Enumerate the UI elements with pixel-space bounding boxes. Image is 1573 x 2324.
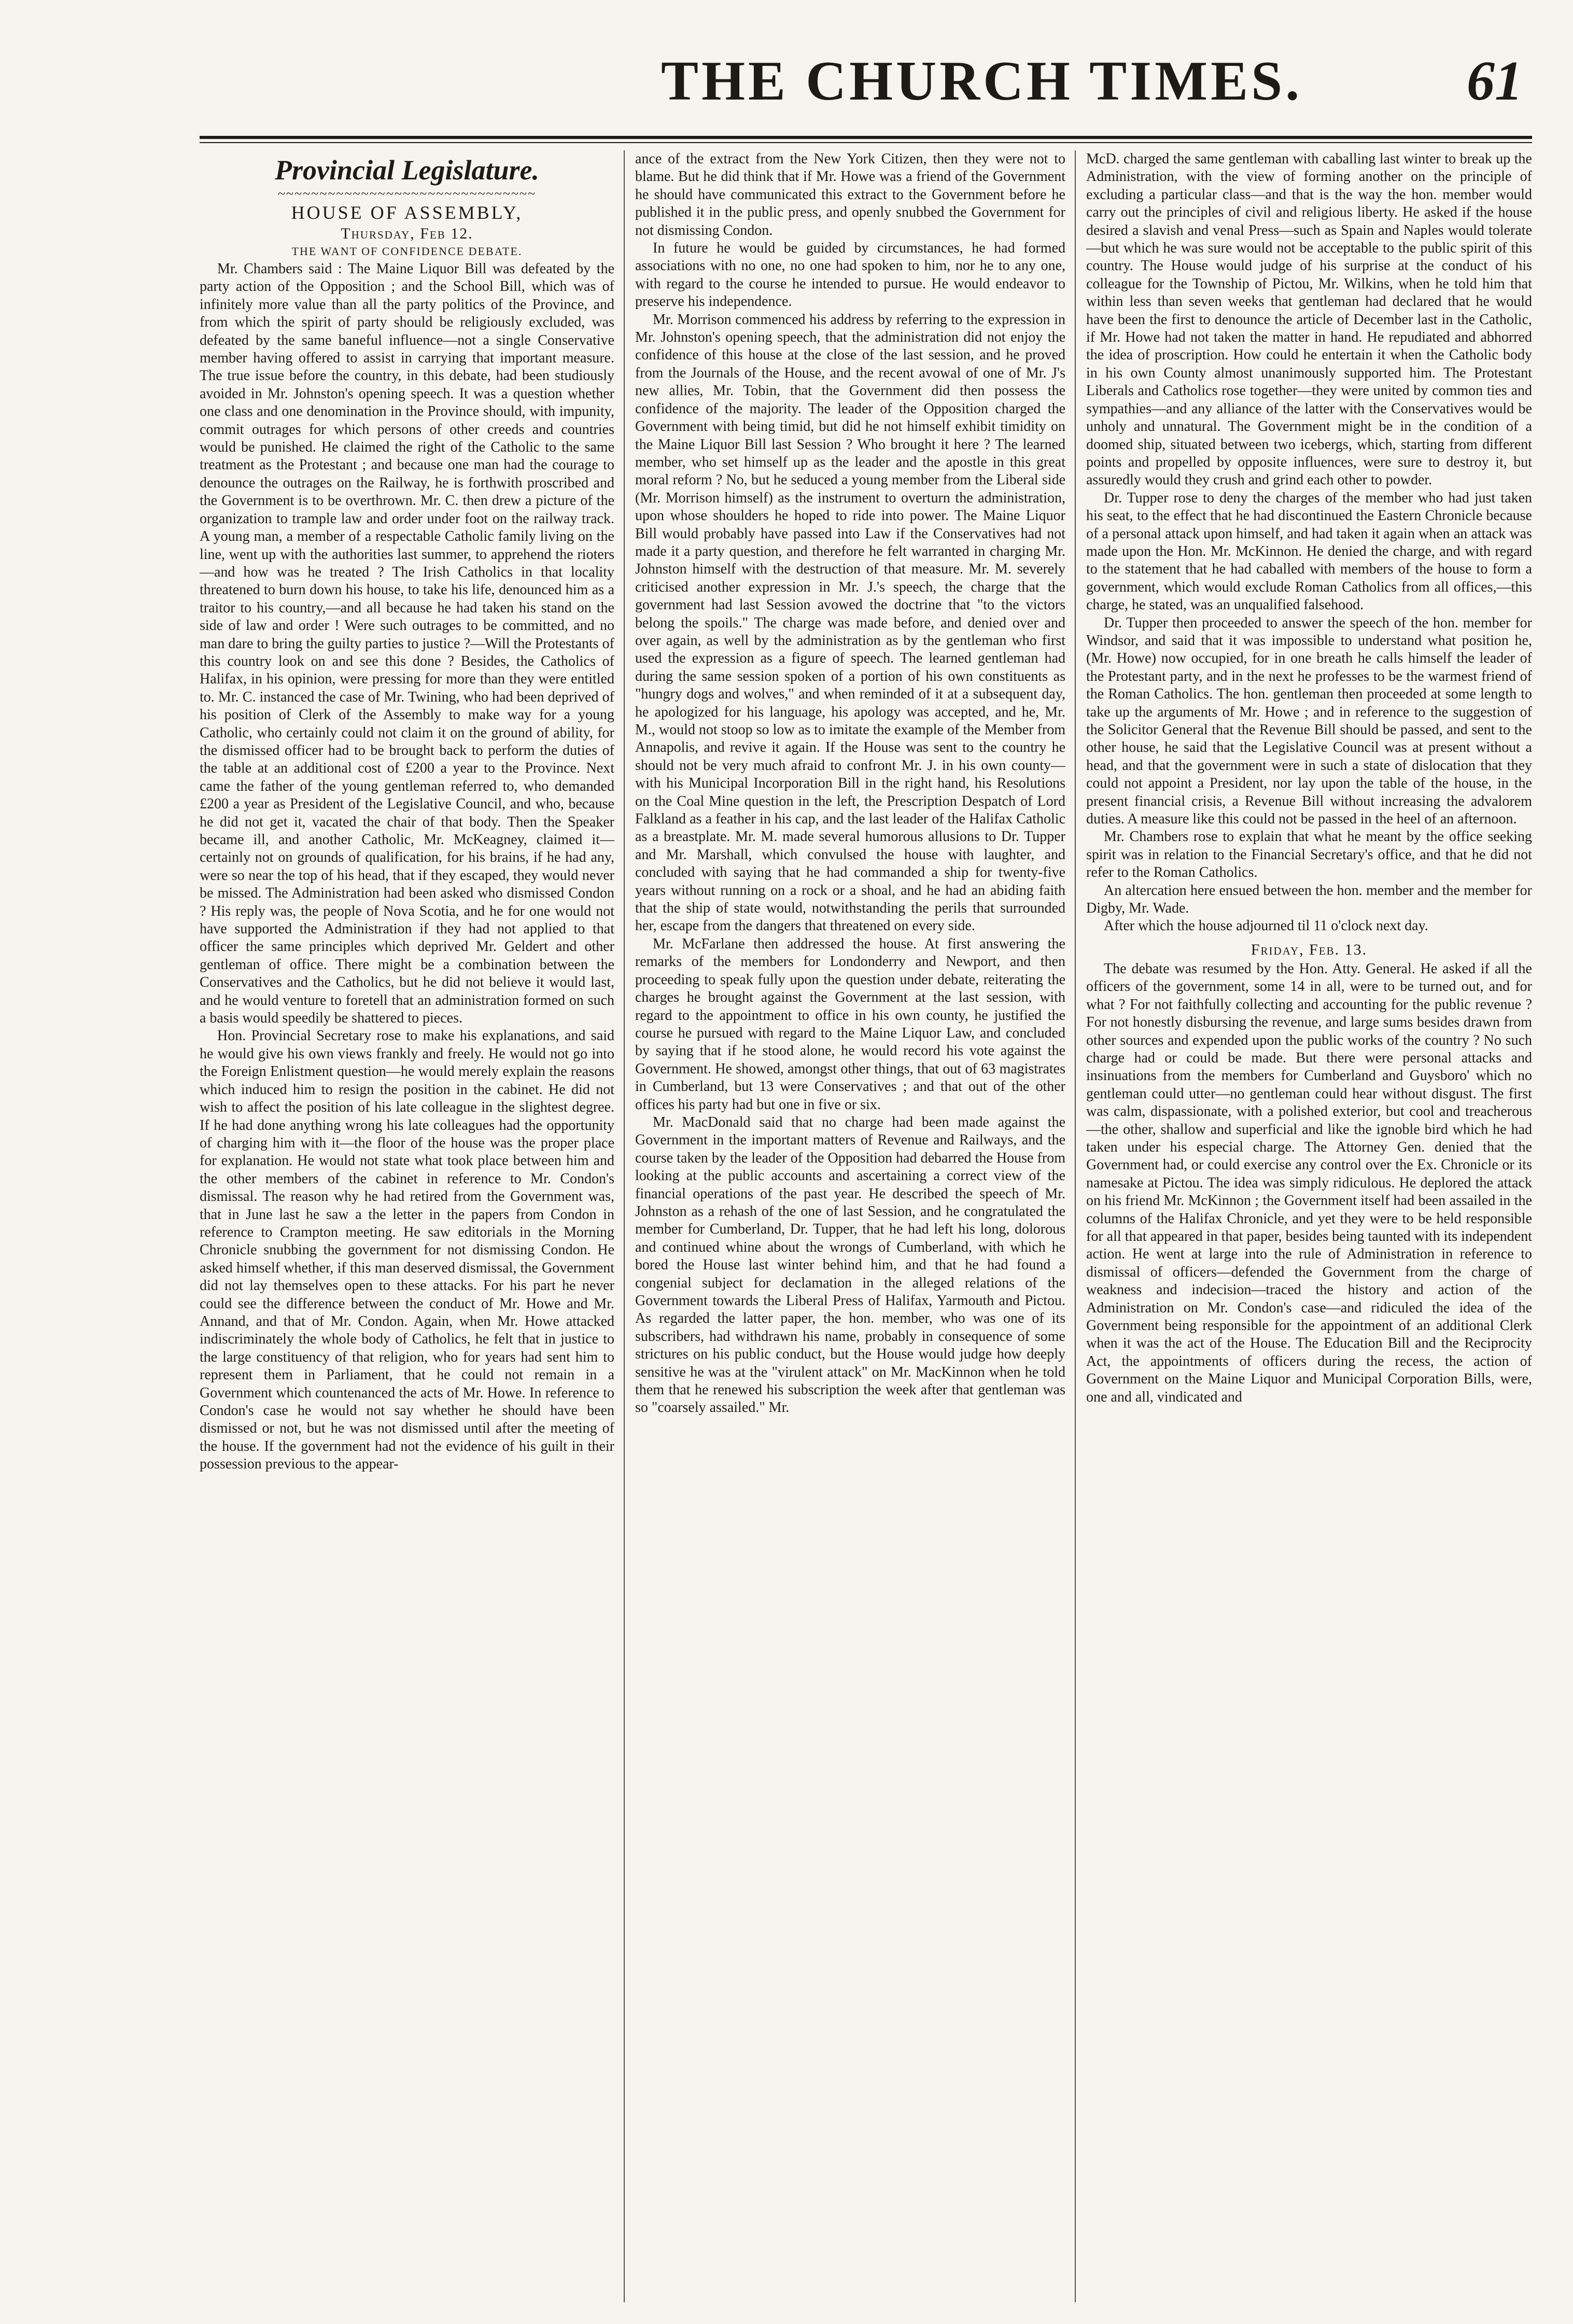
column-divider-2 — [1075, 150, 1076, 2302]
column-2 — [635, 150, 1065, 2302]
section-heading: Provincial Legislature. — [275, 155, 539, 186]
date-heading: Thursday, Feb 12. — [341, 225, 473, 242]
paragraph: Mr. McFarlane then addressed the house. At first answering the remarks of the members for Londonderry and Newport, and then proceeding to speak fully upon the question under debate, reiterating the charges he brought against the Government at the last session, with regard to the appointment to office in his own county, he justified the course he pursued with regard to the Maine Liquor Law, and concluded by saying that if he stood alone, he would record his vote against the Government. He showed, amongst other things, that out of 63 magistrates in Cumberland, but 13 were Conservatives ; and that out of the other offices his party had but one in five or six. — [635, 935, 1065, 1113]
house-heading: HOUSE OF ASSEMBLY, — [291, 202, 523, 223]
column-divider-1 — [624, 150, 625, 2302]
paragraph: The debate was resumed by the Hon. Atty. General. He asked if all the officers of the government, some 14 in all, were to be turned out, and for what ? For not faithfully collecting and accounting for the public revenue ? For not honestly disbursing the revenue, and large sums besides drawn from other sources and expended upon the public works of the country ? No such charge had or could be made. But there were personal attacks and insinuations from the members for Cumberland and Guysboro' which no gentleman could utter—no gentleman could hear without disgust. The first was calm, dispassionate, with a polished exterior, but cool and treacherous—the other, shallow and superficial and like the ignoble bird which he had taken under his especial charge. The Attorney Gen. denied that the Government had, or could exercise any control over the Ex. Chronicle or its namesake at Pictou. The idea was simply ridiculous. He deplored the attack on his friend Mr. McKinnon ; the Government itself had been assailed in the columns of the Halifax Chronicle, and yet they were to be held responsible for all that appeared in that paper, besides being taunted with its independent action. He went at large into the rule of Administration in reference to dismissal of officers—defended the Government from the charge of weakness and indecision—traced the history and action of the Administration on Mr. Condon's case—and ridiculed the idea of the Government being responsible for the appointment of an additional Clerk when it was the act of the House. The Education Bill and the Reciprocity Act, the appointments of officers during the recess, the action of Government on the Maine Liquor and Municipal Corporation Bills, were, one and all, vindicated and — [1086, 960, 1532, 1405]
paragraph: ance of the extract from the New York Citizen, then they were not to blame. But he did think that if Mr. Howe was a friend of the Government he should have communicated this extract to the Government before he published it in the public press, and openly snubbed the Government for not dismissing Condon. — [635, 151, 1065, 239]
paragraph: In future he would be guided by circumstances, he had formed associations with no one, no one had spoken to him, nor he to any one, with regard to the course he intended to pursue. He would endeavor to preserve his independence. — [635, 240, 1065, 310]
paragraph: Hon. Provincial Secretary rose to make his explanations, and said he would give his own views frankly and freely. He would not go into the Foreign Enlistment question—he would merely explain the reasons which induced him to resign the position in the cabinet. He did not wish to affect the position of his late colleague in the slightest degree. If he had done anything wrong his late colleagues had the opportunity of charging him with it—the floor of the house was the proper place for explanation. He would not state what took place between him and the other members of the cabinet in reference to Mr. Condon's dismissal. The reason why he had retired from the Government was, that in June last he saw a the letter in the papers from Condon in reference to Crampton meeting. He saw editorials in the Morning Chronicle snubbing the government for not dismissing Condon. He asked himself whether, if this man deserved dismissal, the Government did not lay themselves open to these attacks. For his part he never could see the difference between the conduct of Mr. Howe and Mr. Annand, and that of Mr. Condon. Again, when Mr. Howe attacked indiscriminately the whole body of Catholics, he felt that in justice to the large constituency of that religion, who for years had sent him to represent them in Parliament, that he could not remain in a Government which countenanced the acts of Mr. Howe. In reference to Condon's case he would not say whether he should have been dismissed or not, but he was not dismissed until after the meeting of the house. If the government had not the evidence of his guilt in their possession previous to the appear- — [200, 1028, 614, 1473]
masthead-rule-thick — [200, 136, 1532, 139]
paragraph: Mr. Chambers rose to explain that what he meant by the office seeking spirit was in relation to the Financial Secretary's office, and that he did not refer to the Roman Catholics. — [1086, 829, 1532, 881]
paragraph: Dr. Tupper then proceeded to answer the speech of the hon. member for Windsor, and said that it was impossible to understand what position he, (Mr. Howe) now occupied, for in one breath he calls himself the leader of the Protestant party, and in the next he professes to be the warmest friend of the Roman Catholics. The hon. gentleman then proceeded at some length to take up the arguments of Mr. Howe ; and in reference to the suggestion of the Solicitor General that the Revenue Bill should be passed, and sent to the other house, he said that the Legislative Council was at present without a head, and that the government were in such a state of dislocation that they could not appoint a President, nor lay upon the table of the house, in the present financial crisis, a Revenue Bill without increasing the advalorem duties. A measure like this could not be passed in the heel of an afternoon. — [1086, 614, 1532, 828]
paragraph: McD. charged the same gentleman with caballing last winter to break up the Administration, with the view of forming another on the principle of excluding a particular class—and that is the way the hon. member would carry out the principles of civil and religious liberty. He asked if the house desired a slavish and venal Press—such as Spain and Naples would tolerate—but which he was sure would not be acceptable to the public spirit of this country. The House would judge of his surprise at the conduct of his colleague for the Township of Pictou, Mr. Wilkins, when he told him that within less than seven weeks that gentleman had declared that he would have been the first to denounce the article of December last in the Catholic, if Mr. Howe had not taken the matter in hand. He repudiated and abhorred the idea of proscription. How could he entertain it when the Catholic body in his own County almost unanimously supported him. The Protestant Liberals and Catholics rose together—they were united by common ties and sympathies—and any alliance of the latter with the Conservatives would be unholy and unnatural. The Government might be in the condition of a doomed ship, situated between two icebergs, which, starting from different points and propelled by opposite influences, were sure to destroy it, but assuredly would they crush and grind each other to powder. — [1086, 151, 1532, 488]
friday-date-heading: Friday, Feb. 13. — [1251, 941, 1368, 958]
column-1 — [200, 150, 614, 2302]
paragraph: Mr. Chambers said : The Maine Liquor Bill was defeated by the party action of the Opposition ; and the School Bill, which was of infinitely more value than all the party politics of the Province, and from which the spirit of party should be religiously excluded, was defeated by the same baneful influence—not a single Conservative member having offered to assist in carrying that important measure. The true issue before the country, in this debate, had been studiously avoided in Mr. Johnston's opening speech. It was a question whether one class and one denomination in the Province should, with impunity, commit outrages for which persons of other creeds and countries would be punished. He claimed the right of the Catholic to the same treatment as the Protestant ; and because one man had the courage to denounce the outrages on the Railway, he is forthwith proscribed and the Government is to be overthrown. Mr. C. then drew a picture of the organization to trample law and order under foot on the railway track. A young man, a member of a respectable Catholic family living on the line, went up with the authorities last summer, to apprehend the rioters—and how was he treated ? The Irish Catholics in that locality threatened to burn down his house, to take his life, denounced him as a traitor to his country,—and all because he had taken his stand on the side of law and order ! Were such outrages to be committed, and no man dare to bring the guilty parties to justice ?—Will the Protestants of this country look on and see this done ? Besides, the Catholics of Halifax, in his opinion, were pressing for more than they were entitled to. Mr. C. instanced the case of Mr. Twining, who had been deprived of his position of Clerk of the Assembly to make way for a young Catholic, who certainly could not claim it on the ground of ability, for the dismissed officer had to be brought back to perform the duties of the table at an additional cost of £200 a year to the Province. Next came the father of the young gentleman referred to, who demanded £200 a year as President of the Legislative Council, and who, because he did not get it, vacated the chair of that body. Then the Speaker became ill, and another Catholic, Mr. McKeagney, claimed it—certainly not on grounds of qualification, for his brains, if he had any, were so near the top of his head, that if they escaped, they would never be missed. The Administration had been asked who dismissed Condon ? His reply was, the people of Nova Scotia, and he for one would not have supported the Administration if they had not applied to that officer the same principles which deprived Mr. Geldert and other gentleman of office. There might be a combination between the Conservatives and the Catholics, but he did not believe it would last, and he would venture to foretell that an administration formed on such a basis would speedily be shattered to pieces. — [200, 261, 614, 1027]
newspaper-title: THE CHURCH TIMES. — [661, 50, 1303, 112]
column-3 — [1086, 150, 1532, 2302]
paragraph: Mr. MacDonald said that no charge had been made against the Government in the important matters of Revenue and Railways, and the course taken by the leader of the Opposition had debarred the House from looking at the public accounts and ascertaining a correct view of the financial operations of the past year. He described the speech of Mr. Johnston as a rehash of the one of last Session, and he congratulated the member for Cumberland, Dr. Tupper, that he had left his long, dolorous and continued whine about the wrongs of Cumberland, with which he bored the House last winter behind him, and that he had found a congenial subject for declamation in the alleged relations of the Government towards the Liberal Press of Halifax, Yarmouth and Pictou. As regarded the latter paper, the hon. member, who was one of its subscribers, had withdrawn his name, probably in consequence of some strictures on his public conduct, but the House would judge how deeply sensitive he was at the "virulent attack" on Mr. MacKinnon when he told them that he renewed his subscription the week after that gentleman was so "coarsely assailed." Mr. — [635, 1114, 1065, 1416]
paragraph: Dr. Tupper rose to deny the charges of the member who had just taken his seat, to the effect that he had discontinued the Eastern Chronicle because of a personal attack upon himself, and had taken it again when an attack was made upon the Hon. Mr. McKinnon. He denied the charge, and with regard to the statement that he had caballed with members of the house to form a government, which would exclude Roman Catholics from all offices,—this charge, he stated, was an unqualified falsehood. — [1086, 489, 1532, 613]
masthead — [200, 49, 1527, 127]
masthead-rule-thin — [200, 142, 1532, 143]
debate-subheading: THE WANT OF CONFIDENCE DEBATE. — [291, 245, 523, 258]
paragraph: Mr. Morrison commenced his address by referring to the expression in Mr. Johnston's opening speech, that the administration did not enjoy the confidence of this house at the close of the last session, and he proved from the Journals of the House, and the recent avowal of one of Mr. J's new allies, Mr. Tobin, that the Government did then possess the confidence of the majority. The leader of the Opposition charged the Government with being timid, but did he not himself exhibit timidity on the Maine Liquor Bill last Session ? Who brought it here ? The learned member, who set himself up as the leader and the apostle in this great moral reform ? No, but he seduced a young member from the Liberal side (Mr. Morrison himself) as the instrument to overturn the administration, upon whose shoulders he hoped to ride into power. The Maine Liquor Bill would probably have passed into Law if the Conservatives had not made it a party question, and therefore he felt warranted in charging Mr. Johnston himself with the destruction of that measure. Mr. M. severely criticised another expression in Mr. J.'s speech, the charge that the government had last Session avowed the doctrine that "to the victors belong the spoils." The charge was made before, and denied over and over again, as well by the administration as by the gentleman who first used the expression as a figure of speech. The learned gentleman had during the same session spoken of a portion of his own constituents as "hungry dogs and wolves," and when reminded of it at a subsequent day, he apologized for his language, his apology was accepted, and he, Mr. M., would not stoop so low as to imitate the example of the Member from Annapolis, and revive it again. If the House was sent to the country he should not be very much afraid to confront Mr. J. in his own county—with his Municipal Incorporation Bill in the right hand, his Resolutions on the Coal Mine question in the left, the Prescription Despatch of Lord Falkland as a feather in his cap, and the last leader of the Halifax Catholic as a breastplate. Mr. M. made several humorous allusions to Dr. Tupper and Mr. Marshall, which convulsed the house with laughter, and concluded with saying that he had commanded a ship for twenty-five years without running on a rock or a shoal, and he had an abiding faith that the ship of state would, notwithstanding the perils that surrounded her, escape from the dangers that threatened on every side. — [635, 311, 1065, 934]
paragraph: An altercation here ensued between the hon. member and the member for Digby, Mr. Wade. — [1086, 882, 1532, 917]
paragraph: After which the house adjourned til 11 o'clock next day. — [1104, 918, 1428, 934]
page-number: 61 — [1467, 50, 1523, 112]
wavy-rule: ~~~~~~~~~~~~~~~~~~~~~~~~~~~~~~~ — [277, 186, 537, 201]
